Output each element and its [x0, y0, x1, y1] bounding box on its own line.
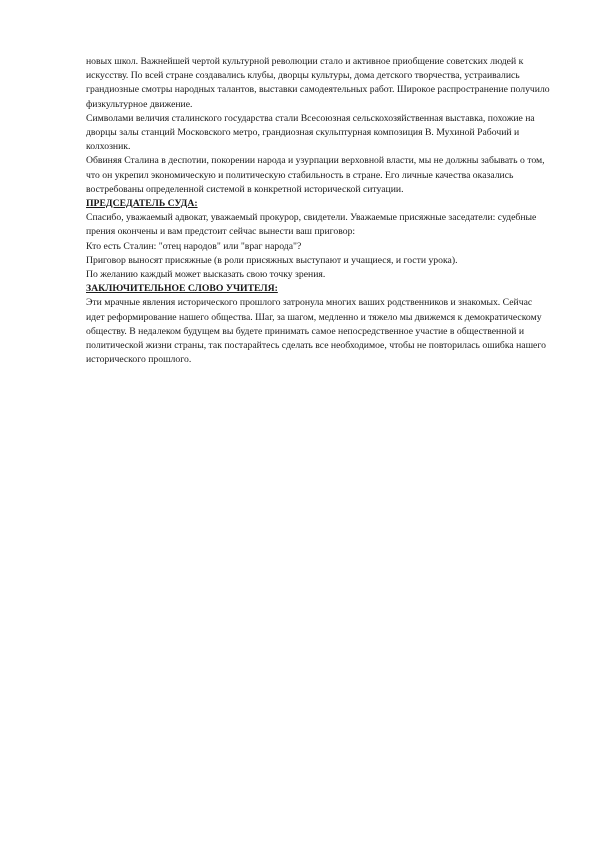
paragraph-verdict: Приговор выносят присяжные (в роли присяжных выступают и учащиеся, и гости урока).: [86, 254, 458, 266]
heading-court-chairman: ПРЕДСЕДАТЕЛЬ СУДА:: [86, 198, 198, 210]
paragraph-opinion: По желанию каждый может высказать свою точку зрения.: [86, 269, 326, 281]
paragraph-stalin-assessment: Обвиняя Сталина в деспотии, покорении народа и узурпации верховной власти, мы не должны забывать о том, что он укрепил экономическую и политическую стабильность в стране. Его личные качества оказались востребованы определенной системой в конкретной исторической ситуации.: [86, 155, 545, 195]
paragraph-question: Кто есть Сталин: "отец народов" или "враг народа"?: [86, 240, 302, 252]
document-page: [86, 55, 552, 367]
paragraph-symbols: Символами величия сталинского государства стали Всесоюзная сельскохозяйственная выставка, похожие на дворцы залы станций Московского метро, грандиозная скульптурная композиция В. Мухиной Рабочий и колхозник.: [86, 112, 535, 153]
paragraph-culture: новых школ. Важнейшей чертой культурной революции стало и активное приобщение советских людей к искусству. По всей стране создавались клубы, дворцы культуры, дома детского творчества, устраивались грандиозные смотры народных талантов, выставки самодеятельных работ. Широкое распространение получило физкультурное движение.: [86, 56, 550, 110]
paragraph-teacher-closing: Эти мрачные явления исторического прошлого затронула многих ваших родственников и знакомых. Сейчас идет реформирование нашего общества. Шаг, за шагом, медленно и тяжело мы движемся к демократическому обществу. В недалеком будущем вы будете принимать самое непосредственное участие в общественной и политической жизни страны, так постарайтесь сделать все необходимое, чтобы не повторилась ошибка нашего исторического прошлого.: [86, 297, 546, 366]
heading-teacher-closing: ЗАКЛЮЧИТЕЛЬНОЕ СЛОВО УЧИТЕЛЯ:: [86, 283, 278, 295]
paragraph-chairman-speech: Спасибо, уважаемый адвокат, уважаемый прокурор, свидетели. Уважаемые присяжные заседатели: судебные прения окончены и вам предстоит сейчас вынести ваш приговор:: [86, 212, 537, 238]
